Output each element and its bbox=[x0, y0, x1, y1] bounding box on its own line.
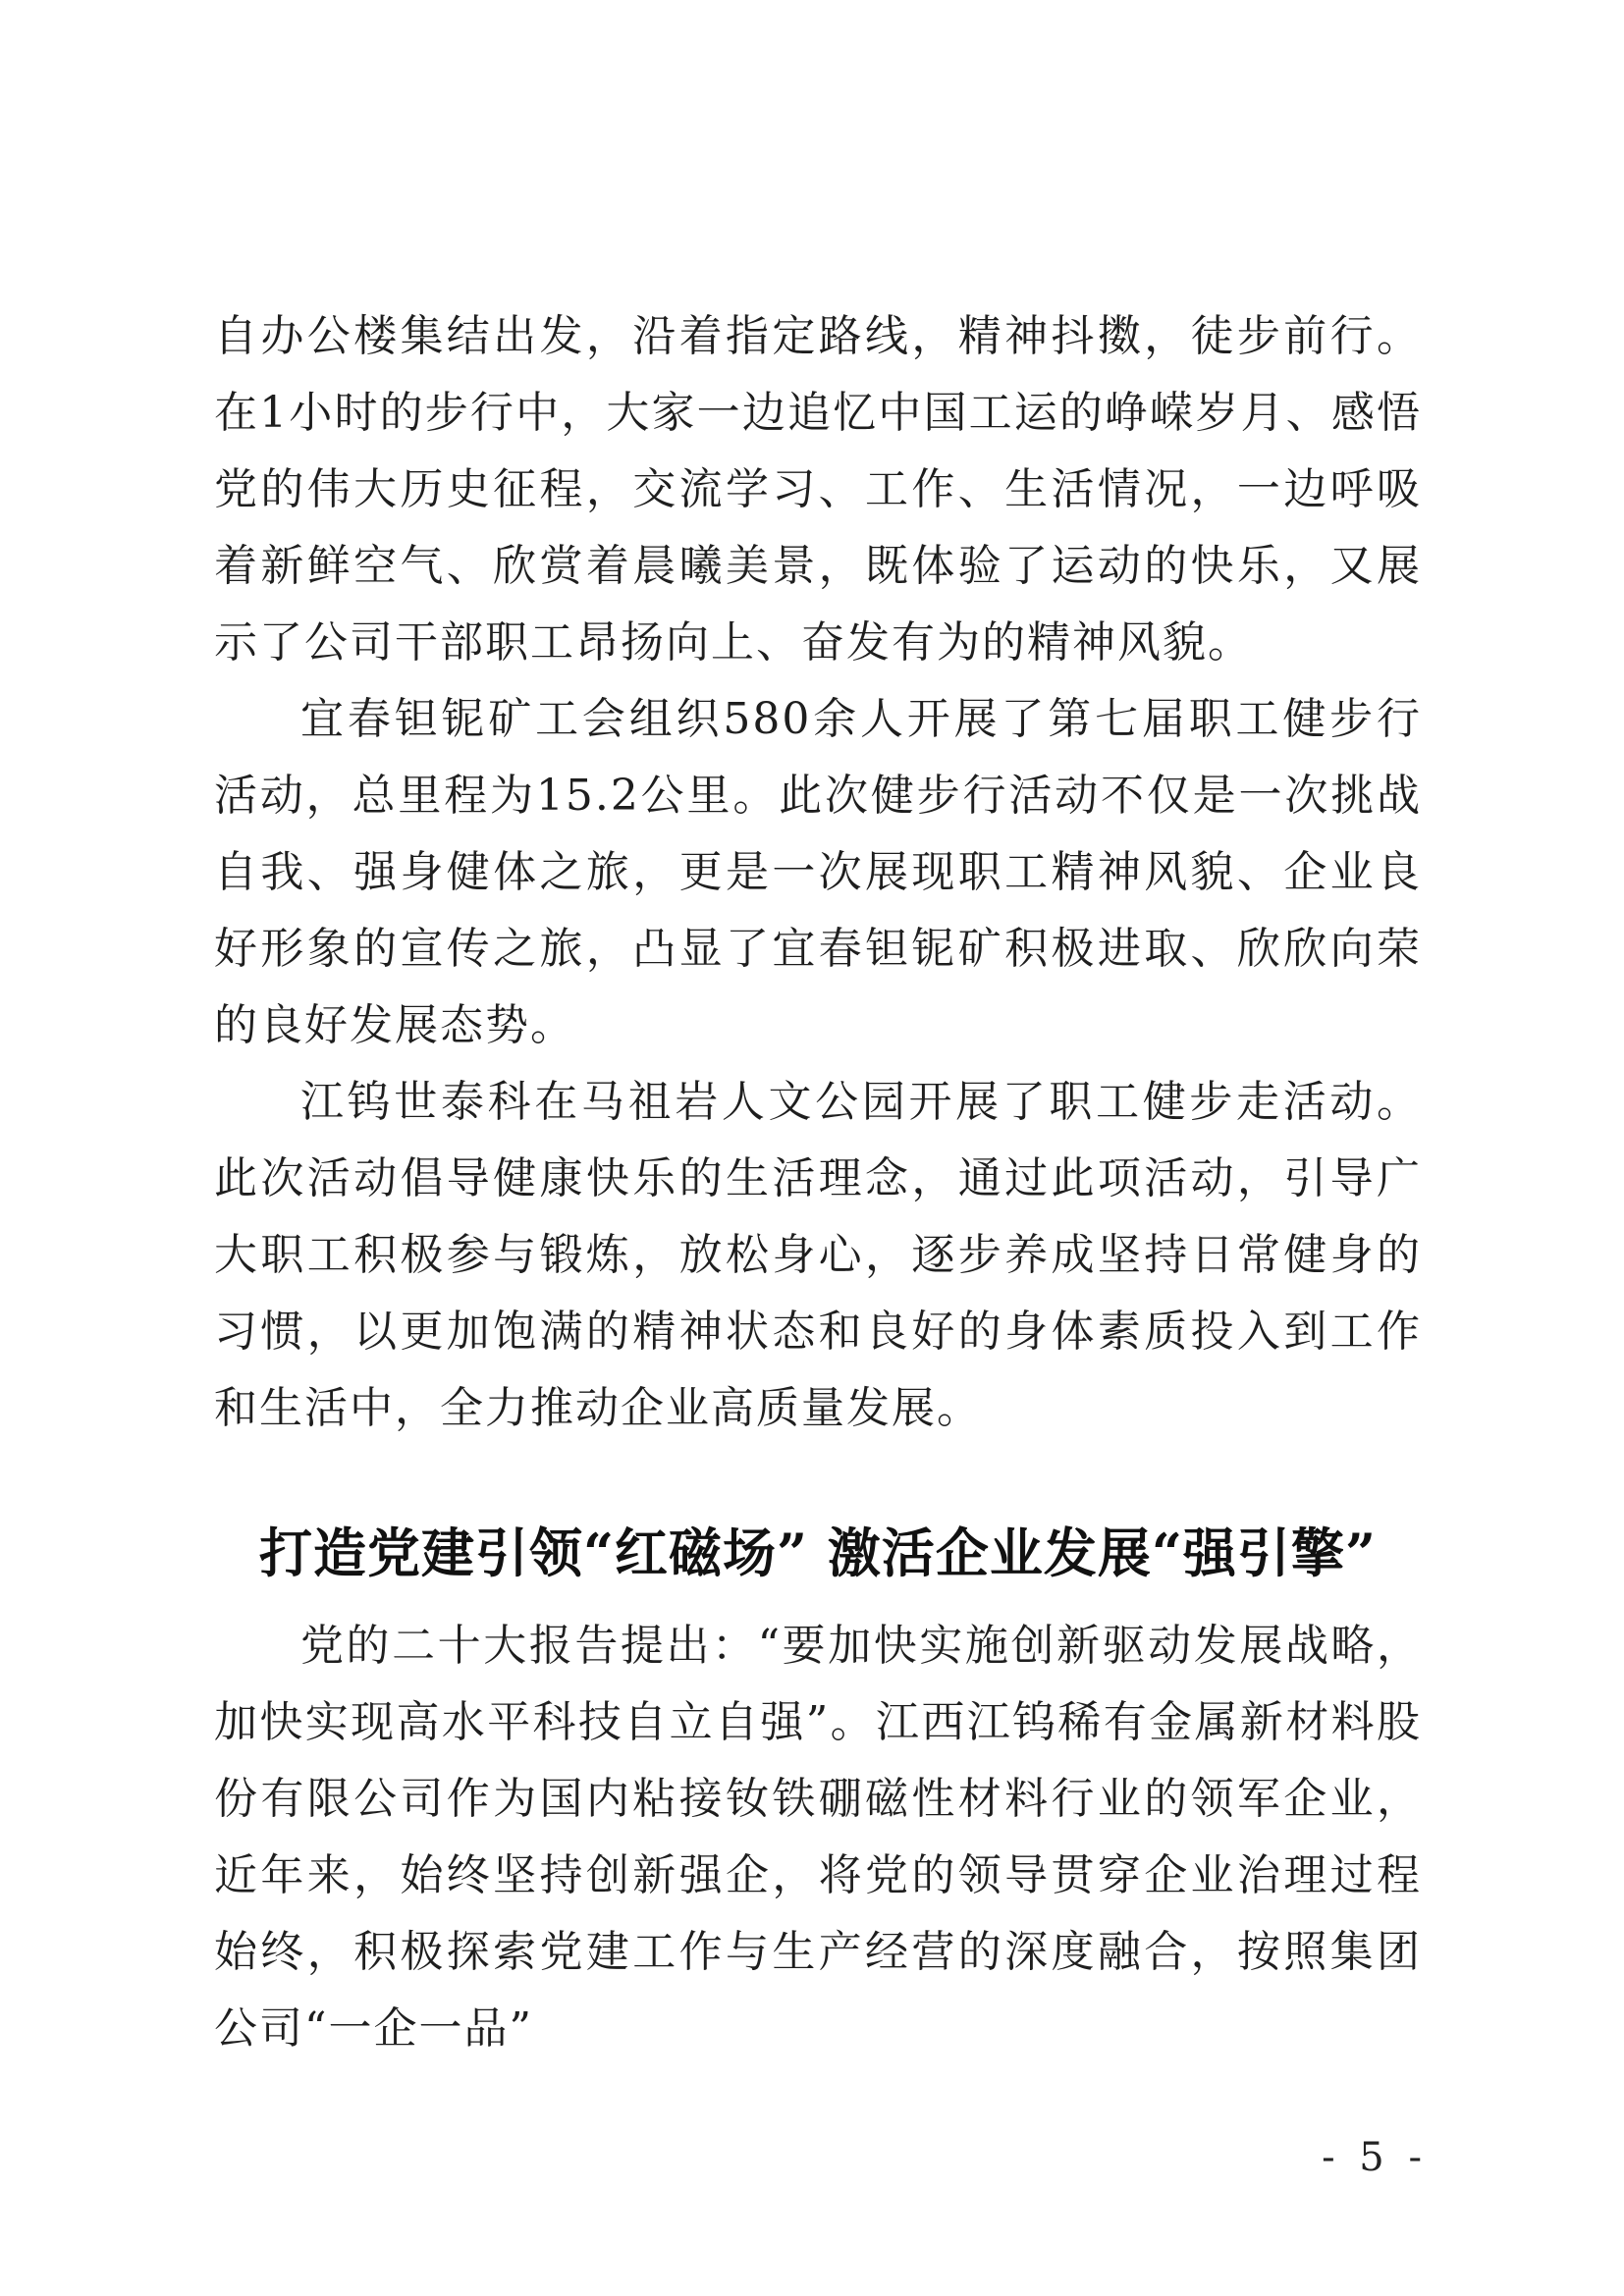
section-title: 打造党建引领“红磁场” 激活企业发展“强引擎” bbox=[258, 1522, 1378, 1584]
paragraph-yichun-walk: 宜春钽铌矿工会组织580余人开展了第七届职工健步行活动，总里程为15.2公里。此次健步行活动不仅是一次挑战自我、强身健体之旅，更是一次展现职工精神风貌、企业良好形象的宣传之旅，凸显了宜春钽铌矿积极进取、欣欣向荣的良好发展态势。 bbox=[214, 694, 1422, 1050]
paragraph-continuation: 自办公楼集结出发，沿着指定路线，精神抖擞，徒步前行。在1小时的步行中，大家一边追忆中国工运的峥嵘岁月、感悟党的伟大历史征程，交流学习、工作、生活情况，一边呼吸着新鲜空气、欣赏着晨曦美景，既体验了运动的快乐，又展示了公司干部职工昂扬向上、奋发有为的精神风貌。 bbox=[214, 311, 1422, 667]
paragraph-shitaike-walk: 江钨世泰科在马祖岩人文公园开展了职工健步走活动。此次活动倡导健康快乐的生活理念，通过此项活动，引导广大职工积极参与锻炼，放松身心，逐步养成坚持日常健身的习惯，以更加饱满的精神状态和良好的身体素质投入到工作和生活中，全力推动企业高质量发展。 bbox=[214, 1077, 1422, 1433]
top-text-block bbox=[214, 298, 1422, 1447]
bottom-text-block bbox=[214, 1608, 1422, 2067]
page-number: - 5 - bbox=[1322, 2135, 1428, 2180]
paragraph-party-building: 党的二十大报告提出：“要加快实施创新驱动发展战略，加快实现高水平科技自立自强”。江西江钨稀有金属新材料股份有限公司作为国内粘接钕铁硼磁性材料行业的领军企业，近年来，始终坚持创新强企，将党的领导贯穿企业治理过程始终，积极探索党建工作与生产经营的深度融合，按照集团公司“一企一品” bbox=[214, 1621, 1422, 2054]
